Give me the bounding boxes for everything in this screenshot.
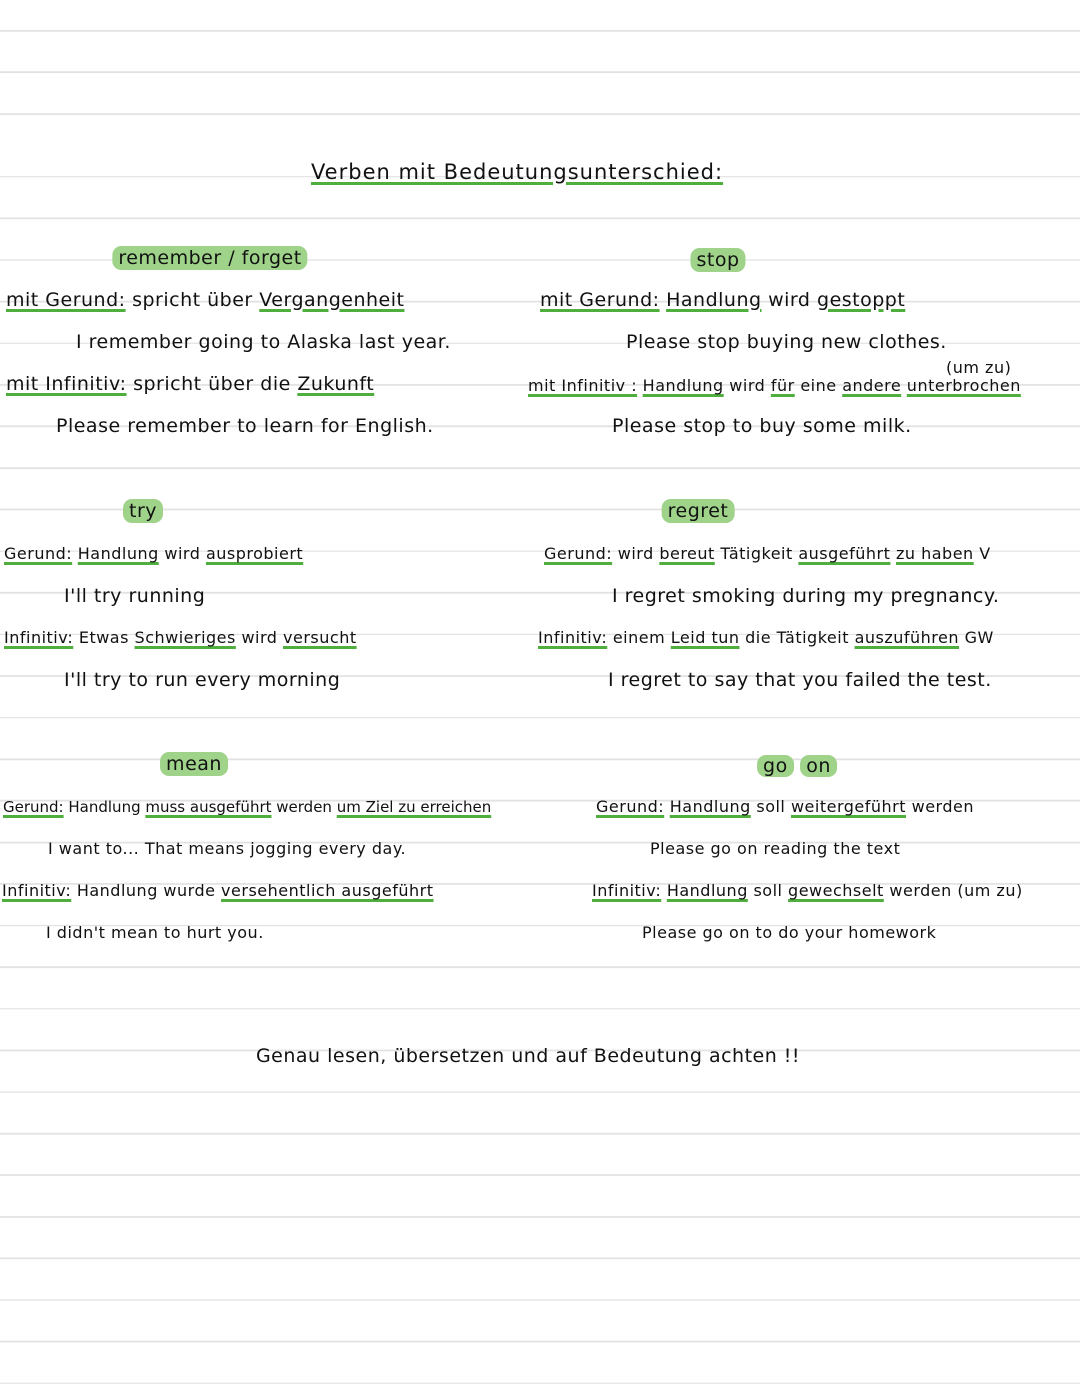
- gerund-keyword: Handlung: [77, 544, 159, 563]
- goon-gerund-line: [596, 795, 974, 819]
- gerund-text: wird: [768, 289, 811, 311]
- gerund-keyword: muss ausgeführt: [145, 798, 272, 816]
- infinitive-keyword: andere: [842, 376, 902, 395]
- infinitive-keyword: versehentlich ausgeführt: [221, 881, 434, 900]
- stop-infinitive-example: Please stop to buy some milk.: [612, 415, 912, 437]
- gerund-text: werden: [276, 798, 332, 816]
- heading-remember-forget: remember / forget: [112, 246, 307, 270]
- stop-gerund-line: [540, 288, 905, 312]
- gerund-text: soll: [756, 797, 786, 816]
- infinitive-keyword: gewechselt: [788, 881, 884, 900]
- page-title: Verben mit Bedeutungsunterschied:: [310, 160, 724, 184]
- mean-gerund-line: [3, 795, 491, 819]
- heading-stop: stop: [690, 248, 745, 272]
- infinitive-text: werden (um zu): [889, 881, 1023, 900]
- remember-gerund-example: I remember going to Alaska last year.: [76, 331, 451, 353]
- gerund-text: wird: [617, 544, 654, 563]
- goon-gerund-example: Please go on reading the text: [650, 839, 901, 858]
- gerund-keyword: ausgeführt: [798, 544, 891, 563]
- regret-gerund-line: [544, 542, 991, 566]
- footer-note: Genau lesen, übersetzen und auf Bedeutung achten !!: [255, 1045, 801, 1067]
- remember-infinitive-example: Please remember to learn for English.: [56, 415, 434, 437]
- heading-go-on: [757, 754, 837, 778]
- infinitive-label: Infinitiv:: [2, 881, 72, 900]
- remember-infinitive-line: [6, 372, 374, 396]
- gerund-keyword: weitergeführt: [790, 797, 907, 816]
- stop-note: (um zu): [946, 358, 1012, 377]
- stop-gerund-example: Please stop buying new clothes.: [626, 331, 947, 353]
- infinitive-text: die Tätigkeit: [745, 628, 849, 647]
- infinitive-text: Etwas: [78, 628, 129, 647]
- heading-try: try: [123, 499, 163, 523]
- gerund-keyword: ausprobiert: [205, 544, 304, 563]
- infinitive-text: soll: [753, 881, 783, 900]
- gerund-label: Gerund:: [596, 797, 665, 816]
- gerund-keyword: bereut: [659, 544, 715, 563]
- gerund-label: mit Gerund:: [6, 289, 126, 311]
- gerund-keyword: Handlung: [669, 797, 751, 816]
- infinitive-text: wird: [241, 628, 278, 647]
- infinitive-keyword: auszuführen: [854, 628, 960, 647]
- gerund-label: Gerund:: [3, 798, 64, 816]
- goon-infinitive-example: Please go on to do your homework: [642, 923, 937, 942]
- gerund-text: Handlung: [68, 798, 141, 816]
- infinitive-keyword: Schwieriges: [134, 628, 236, 647]
- gerund-text: werden: [911, 797, 974, 816]
- gerund-label: mit Gerund:: [540, 289, 660, 311]
- infinitive-keyword: Zukunft: [297, 373, 375, 395]
- regret-infinitive-line: [538, 626, 994, 650]
- infinitive-keyword: versucht: [283, 628, 357, 647]
- gerund-keyword: Vergangenheit: [259, 289, 405, 311]
- gerund-keyword: Handlung: [666, 289, 762, 311]
- infinitive-text: Handlung wurde: [76, 881, 216, 900]
- mean-infinitive-example: I didn't mean to hurt you.: [46, 923, 264, 942]
- infinitive-label: Infinitiv:: [592, 881, 662, 900]
- infinitive-keyword: Leid tun: [670, 628, 740, 647]
- try-infinitive-example: I'll try to run every morning: [64, 669, 341, 691]
- gerund-mark: V: [979, 544, 991, 563]
- infinitive-label: Infinitiv:: [538, 628, 608, 647]
- mean-infinitive-line: [2, 879, 433, 903]
- gerund-keyword: gestoppt: [817, 289, 906, 311]
- stop-infinitive-line: [528, 374, 1021, 398]
- regret-gerund-example: I regret smoking during my pregnancy.: [612, 585, 1000, 607]
- infinitive-keyword: für: [770, 376, 795, 395]
- gerund-text: wird: [164, 544, 201, 563]
- heading-regret: regret: [662, 499, 735, 523]
- infinitive-label: mit Infinitiv:: [6, 373, 127, 395]
- gerund-keyword: zu haben: [895, 544, 974, 563]
- infinitive-keyword: unterbrochen: [906, 376, 1021, 395]
- gerund-text: Tätigkeit: [720, 544, 793, 563]
- infinitive-text: eine: [800, 376, 837, 395]
- infinitive-keyword: Handlung: [666, 881, 748, 900]
- infinitive-text: wird: [729, 376, 766, 395]
- remember-gerund-line: [6, 288, 404, 312]
- infinitive-mark: GW: [964, 628, 994, 647]
- gerund-text: spricht über: [132, 289, 253, 311]
- gerund-keyword: um Ziel zu erreichen: [336, 798, 492, 816]
- goon-infinitive-line: [592, 879, 1023, 903]
- mean-gerund-example: I want to... That means jogging every day.: [48, 839, 407, 858]
- gerund-label: Gerund:: [544, 544, 613, 563]
- heading-on: on: [800, 755, 837, 777]
- heading-go: go: [757, 755, 794, 777]
- try-infinitive-line: [4, 626, 357, 650]
- regret-infinitive-example: I regret to say that you failed the test.: [608, 669, 992, 691]
- try-gerund-line: [4, 542, 303, 566]
- infinitive-text: einem: [612, 628, 666, 647]
- infinitive-label: Infinitiv:: [4, 628, 74, 647]
- heading-mean: mean: [160, 752, 228, 776]
- gerund-label: Gerund:: [4, 544, 73, 563]
- try-gerund-example: I'll try running: [64, 585, 206, 607]
- infinitive-label: mit Infinitiv :: [528, 376, 638, 395]
- infinitive-text: spricht über die: [133, 373, 291, 395]
- infinitive-keyword: Handlung: [642, 376, 724, 395]
